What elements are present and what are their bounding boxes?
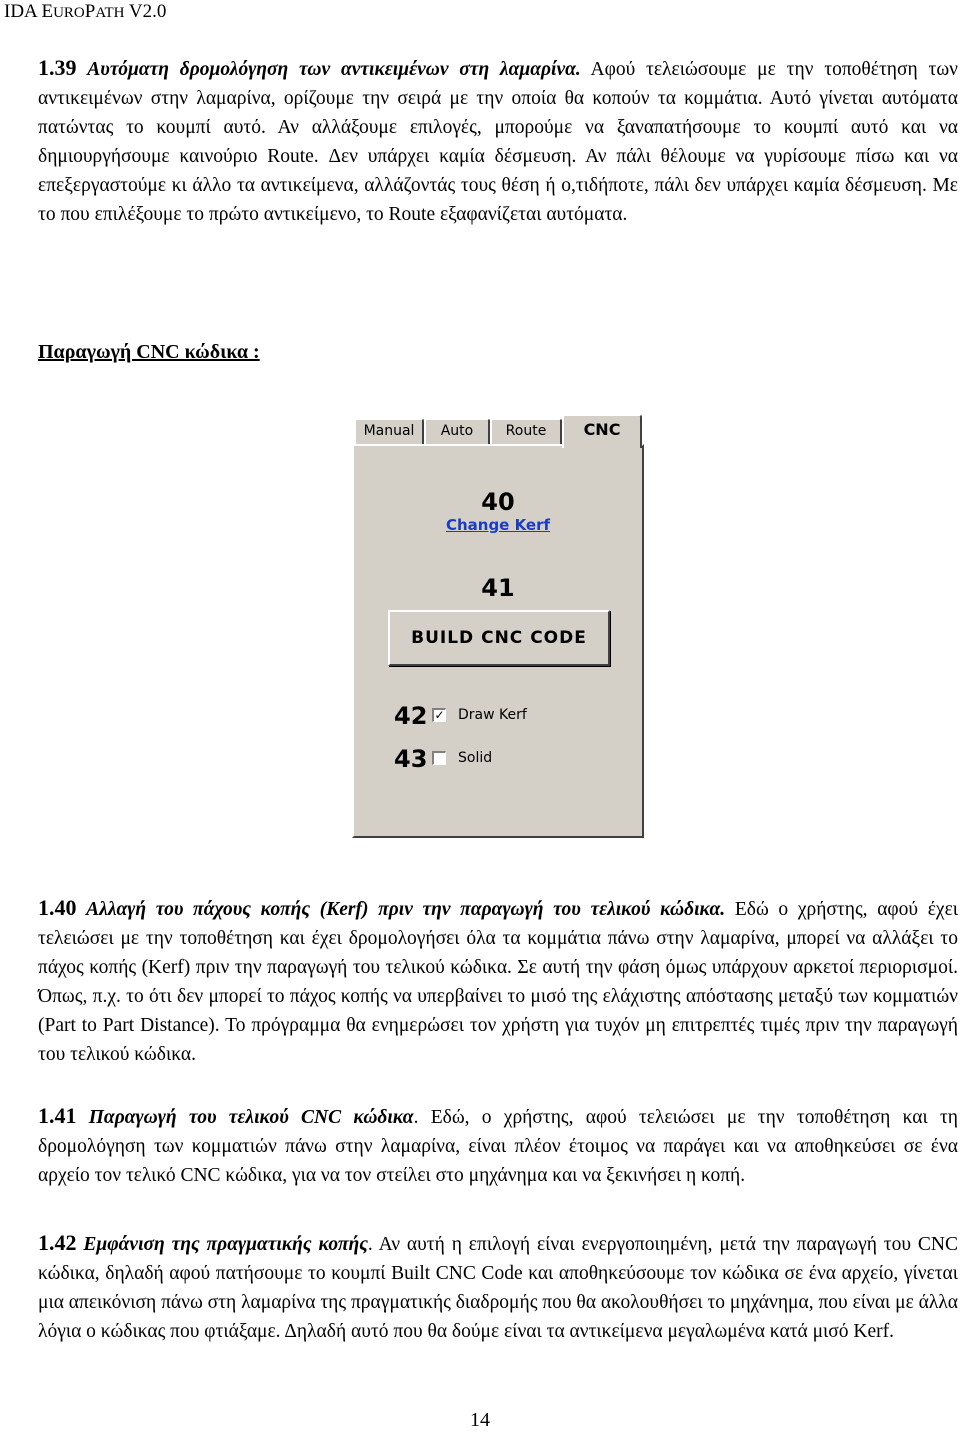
section-number: 1.39 <box>38 55 77 80</box>
section-title: Εμφάνιση της πραγματικής κοπής <box>83 1234 368 1255</box>
section-1-40 <box>38 893 958 1069</box>
header-smallcaps: ATH <box>95 5 125 21</box>
document-header <box>4 0 166 25</box>
section-title: Αλλαγή του πάχους κοπής (Kerf) πριν την παραγωγή του τελικού κώδικα. <box>86 899 726 920</box>
header-text: P <box>84 1 96 22</box>
section-title: Αυτόματη δρομολόγηση των αντικειμένων στη λαμαρίνα. <box>87 59 581 80</box>
page-number: 14 <box>470 1409 490 1431</box>
cnc-tab-dialog <box>352 414 644 838</box>
cnc-panel <box>352 444 644 838</box>
callout-40: 40 <box>481 488 515 516</box>
callout-42: 42 <box>394 702 428 730</box>
draw-kerf-checkbox[interactable]: ✓ <box>432 708 446 722</box>
callout-41: 41 <box>481 574 515 602</box>
tab-manual[interactable]: Manual <box>354 418 424 444</box>
section-number: 1.42 <box>38 1230 77 1255</box>
section-title: Παραγωγή του τελικού CNC κώδικα <box>88 1107 414 1128</box>
section-1-39 <box>38 53 958 229</box>
draw-kerf-label[interactable]: Draw Kerf <box>458 707 527 723</box>
section-body: . Αν αυτή η επιλογή είναι ενεργοποιημένη, μετά την παραγωγή του CNC κώδικα, δηλαδή αφού πατήσουμε το κουμπί Built CNC Code και αποθηκεύσουμε τον κώδικα σε ένα αρχείο, γίνεται μια απεικόνιση πάνω στη λαμαρίνα της πραγματικής διαδρομής που θα ακολουθήσει το μηχάνημα, που είναι με άλλα λόγια ο κώδικας που φτιάξαμε. Δηλαδή αυτό που θα δούμε είναι τα αντικείμενα μεγαλωμένα κατά μισό Kerf. <box>38 1234 959 1342</box>
callout-43: 43 <box>394 745 428 773</box>
section-1-42 <box>38 1228 958 1346</box>
header-version: V2.0 <box>124 1 167 22</box>
cnc-code-heading: Παραγωγή CNC κώδικα : <box>38 341 260 363</box>
header-text: IDA E <box>4 1 54 22</box>
tab-auto[interactable]: Auto <box>424 418 490 444</box>
header-smallcaps: URO <box>53 5 85 21</box>
section-body: Αφού τελειώσουμε με την τοποθέτηση των αντικειμένων στην λαμαρίνα, ορίζουμε την σειρά με την οποία θα κοπούν τα κομμάτια. Αυτό γίνεται αυτόματα πατώντας το κουμπί αυτό. Αν αλλάξουμε επιλογές, μπορούμε να ξαναπατήσουμε το κουμπί αυτό και να δημιουργήσουμε καινούριο Route. Δεν υπάρχει καμία δέσμευση. Αν πάλι θέλουμε να γυρίσουμε πίσω και να επεξεργαστούμε κι άλλο τα αντικείμενα, αλλάζοντάς τους θέση ή ο,τιδήποτε, πάλι δεν υπάρχει καμία δέσμευση. Με το που επιλέξουμε το πρώτο αντικείμενο, το Route εξαφανίζεται αυτόματα. <box>38 59 958 225</box>
change-kerf-link[interactable]: Change Kerf <box>445 516 551 534</box>
tab-route[interactable]: Route <box>490 418 562 444</box>
section-number: 1.41 <box>38 1103 77 1128</box>
section-body: Εδώ ο χρήστης, αφού έχει τελειώσει με την τοποθέτηση και έχει δρομολογήσει όλα τα κομμάτια πάνω στην λαμαρίνα, μπορεί να αλλάξει το πάχος κοπής (Kerf) πριν την παραγωγή του τελικού κώδικα. Σε αυτή την φάση όμως υπάρχουν αρκετοί περιορισμοί. Όπως, π.χ. το ότι δεν μπορεί το πάχος κοπής να υπερβαίνει το μισό της ελάχιστης απόστασης μεταξύ των κομματιών (Part to Part Distance). Το πρόγραμμα θα ενημερώσει τον χρήστη για τυχόν μη επιτρεπτές τιμές πριν την παραγωγή του τελικού κώδικα. <box>38 899 959 1065</box>
solid-label[interactable]: Solid <box>458 750 493 766</box>
tab-strip <box>352 414 644 446</box>
solid-checkbox[interactable] <box>432 751 446 765</box>
tab-cnc[interactable]: CNC <box>562 414 642 448</box>
section-body: . Εδώ, ο χρήστης, αφού τελειώσει με την τοποθέτηση και τη δρομολόγηση των κομματιών πάνω στην λαμαρίνα, είναι πλέον έτοιμος να παράγει και να αποθηκεύσει σε ένα αρχείο τον τελικό CNC κώδικα, για να τον στείλει στο μηχάνημα και να ξεκινήσει η κοπή. <box>38 1107 958 1186</box>
section-1-41 <box>38 1101 958 1190</box>
section-number: 1.40 <box>38 895 77 920</box>
build-cnc-code-button[interactable]: BUILD CNC CODE <box>388 610 610 666</box>
